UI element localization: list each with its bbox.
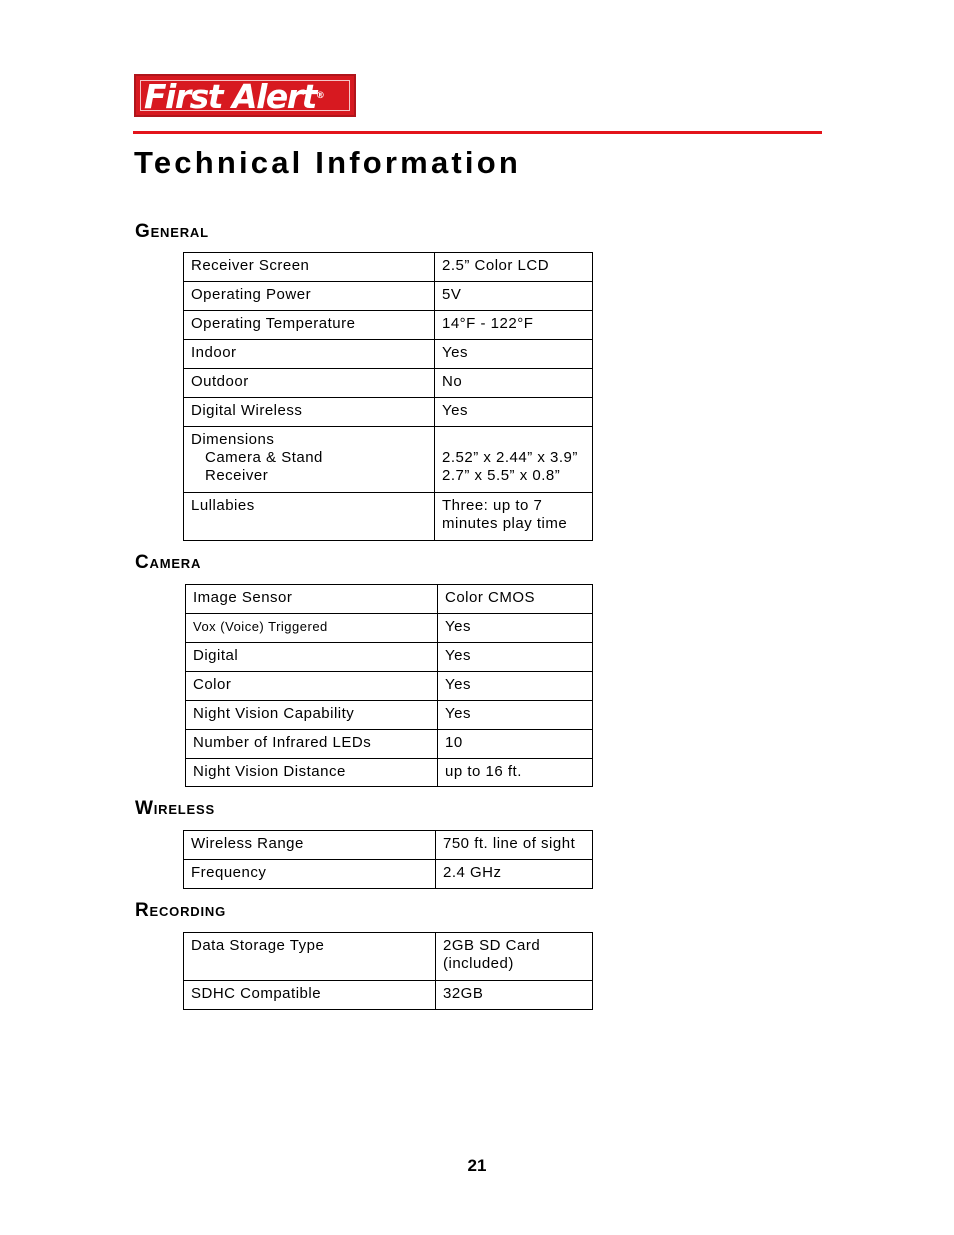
spec-value: Yes xyxy=(438,701,593,730)
table-row xyxy=(184,933,593,981)
section-heading-camera: Camera xyxy=(135,552,202,573)
spec-label: Operating Temperature xyxy=(184,311,435,340)
header-rule xyxy=(133,131,822,134)
logo-wordmark xyxy=(144,76,325,117)
section-heading-wireless: Wireless xyxy=(135,798,215,819)
spec-value xyxy=(436,933,593,981)
page-number: 21 xyxy=(467,1156,487,1175)
spec-value: 10 xyxy=(438,730,593,759)
registered-mark: ® xyxy=(315,91,325,101)
page-title: Technical Information xyxy=(134,145,521,180)
table-row xyxy=(184,253,593,282)
spec-label: Digital xyxy=(186,643,438,672)
general-spec-table xyxy=(183,252,593,541)
spec-value: Yes xyxy=(435,340,593,369)
spec-value: Yes xyxy=(435,398,593,427)
spec-value: 14°F - 122°F xyxy=(435,311,593,340)
table-row xyxy=(184,282,593,311)
table-row xyxy=(186,701,593,730)
spec-label xyxy=(184,427,435,493)
spec-label: Lullabies xyxy=(184,493,435,541)
dimensions-receiver-label: Receiver xyxy=(205,467,269,484)
storage-value-line: 2GB SD Card xyxy=(443,937,541,954)
recording-spec-table xyxy=(183,932,593,1010)
spec-value: Yes xyxy=(438,643,593,672)
table-row xyxy=(184,340,593,369)
spec-label: Image Sensor xyxy=(186,585,438,614)
spec-label: Wireless Range xyxy=(184,831,436,860)
storage-value-line: (included) xyxy=(443,955,514,972)
spec-label: Frequency xyxy=(184,860,436,889)
spec-label: Data Storage Type xyxy=(184,933,436,981)
table-row xyxy=(184,831,593,860)
table-row xyxy=(184,860,593,889)
table-row xyxy=(186,643,593,672)
spec-value: up to 16 ft. xyxy=(438,759,593,787)
spec-label: Operating Power xyxy=(184,282,435,311)
spec-label: Vox (Voice) Triggered xyxy=(186,614,438,643)
table-row xyxy=(186,614,593,643)
spec-value: 2.5” Color LCD xyxy=(435,253,593,282)
spec-label: Digital Wireless xyxy=(184,398,435,427)
table-row xyxy=(184,427,593,493)
lullabies-value-line: Three: up to 7 xyxy=(442,497,543,514)
table-row xyxy=(186,730,593,759)
table-row xyxy=(186,585,593,614)
spec-value: No xyxy=(435,369,593,398)
spec-value: 5V xyxy=(435,282,593,311)
table-row xyxy=(184,981,593,1010)
dimensions-camera-value: 2.52” x 2.44” x 3.9” xyxy=(442,449,578,466)
dimensions-camera-label: Camera & Stand xyxy=(205,449,323,466)
spec-value xyxy=(435,427,593,493)
section-heading-general: General xyxy=(135,221,209,242)
spec-label: Outdoor xyxy=(184,369,435,398)
spec-label: Night Vision Capability xyxy=(186,701,438,730)
camera-spec-table xyxy=(185,584,593,787)
lullabies-value-line: minutes play time xyxy=(442,515,568,532)
table-row xyxy=(186,672,593,701)
spec-value xyxy=(435,493,593,541)
spec-value: Color CMOS xyxy=(438,585,593,614)
spec-label: Night Vision Distance xyxy=(186,759,438,787)
spec-value: 2.4 GHz xyxy=(436,860,593,889)
table-row xyxy=(184,311,593,340)
spec-value: Yes xyxy=(438,672,593,701)
table-row xyxy=(184,369,593,398)
table-row xyxy=(184,493,593,541)
spec-label: SDHC Compatible xyxy=(184,981,436,1010)
spec-label: Receiver Screen xyxy=(184,253,435,282)
dimensions-label: Dimensions xyxy=(191,431,275,448)
logo-text: First Alert xyxy=(144,77,316,116)
wireless-spec-table xyxy=(183,830,593,889)
spec-label: Color xyxy=(186,672,438,701)
dimensions-receiver-value: 2.7” x 5.5” x 0.8” xyxy=(442,467,561,484)
spec-value: 32GB xyxy=(436,981,593,1010)
spec-value: 750 ft. line of sight xyxy=(436,831,593,860)
spec-label: Indoor xyxy=(184,340,435,369)
spec-value: Yes xyxy=(438,614,593,643)
section-heading-recording: Recording xyxy=(135,900,226,921)
spacer xyxy=(442,431,585,449)
table-row xyxy=(184,398,593,427)
first-alert-logo xyxy=(134,74,356,117)
spec-label: Number of Infrared LEDs xyxy=(186,730,438,759)
table-row xyxy=(186,759,593,787)
